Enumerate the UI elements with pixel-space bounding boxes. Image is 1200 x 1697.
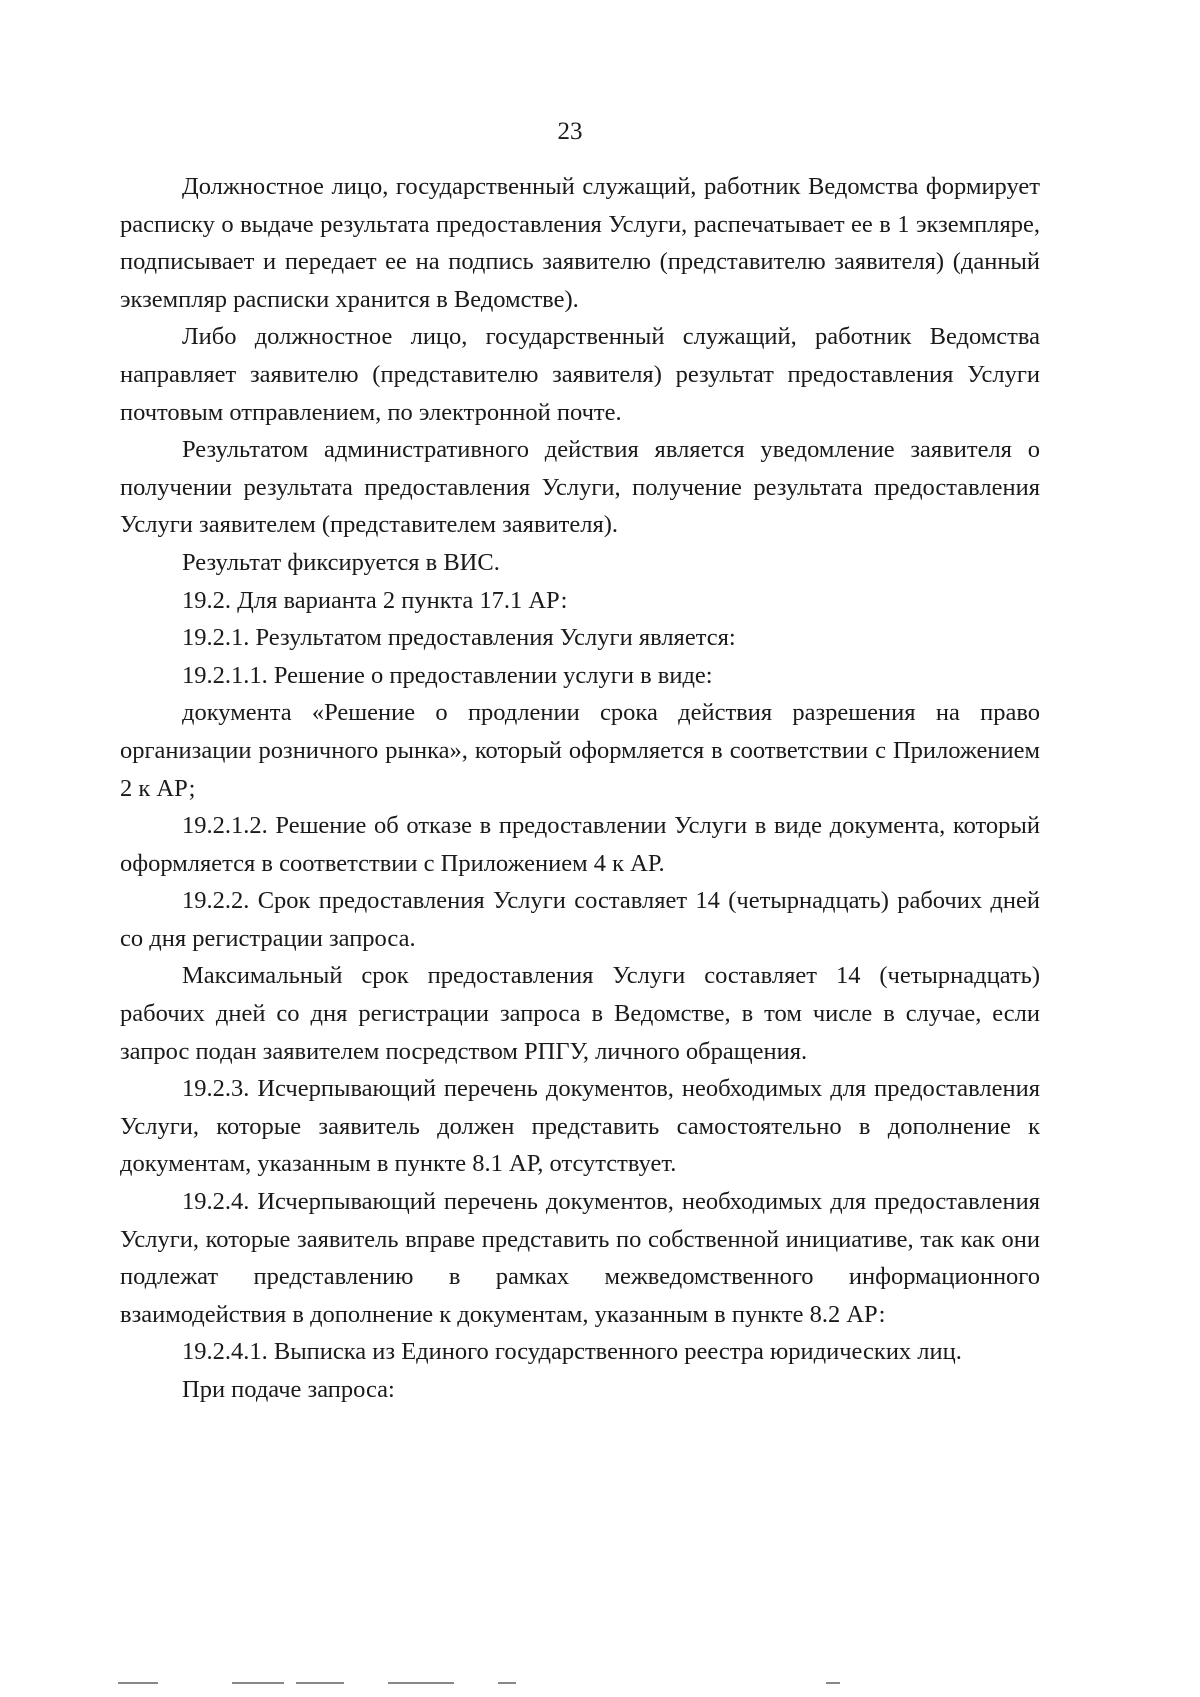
paragraph-result-sending: Либо должностное лицо, государственный служащий, работник Ведомства направляет заявителю (представителю заявителя) результат предоставления Услуги почтовым отправлением, по электронной почте. [120,323,1040,426]
paragraph-19-2-4: 19.2.4. Исчерпывающий перечень документов, необходимых для предоставления Услуги, которые заявитель вправе представить по собственной инициативе, так как они подлежат представлению в рамках межведомственного информационного взаимодействия в дополнение к документам, указанным в пункте 8.2 АР: [120,1188,1040,1328]
scan-mark [296,1682,344,1684]
paragraph-receipt-formation: Должностное лицо, государственный служащий, работник Ведомства формирует расписку о выдаче результата предоставления Услуги, распечатывает ее в 1 экземпляре, подписывает и передает ее на подпись заявителю (представителю заявителя) (данный экземпляр расписки хранится в Ведомстве). [120,173,1040,313]
scan-mark [118,1682,158,1684]
paragraph-on-request: При подаче запроса: [182,1376,395,1403]
document-body [120,168,1040,1409]
paragraph-19-2-2: 19.2.2. Срок предоставления Услуги составляет 14 (четырнадцать) рабочих дней со дня регистрации запроса. [120,887,1040,952]
paragraph-19-2: 19.2. Для варианта 2 пункта 17.1 АР: [182,586,568,614]
scan-mark [232,1682,284,1684]
paragraph-19-2-1-1: 19.2.1.1. Решение о предоставлении услуги в виде: [182,661,713,689]
scan-mark [826,1682,840,1684]
paragraph-action-result: Результатом административного действия является уведомление заявителя о получении результата предоставления Услуги, получение результата предоставления Услуги заявителем (представителем заявителя). [120,436,1040,539]
paragraph-max-term: Максимальный срок предоставления Услуги составляет 14 (четырнадцать) рабочих дней со дня регистрации запроса в Ведомстве, в том числе в случае, если запрос подан заявителем посредством РПГУ, личного обращения. [120,962,1040,1065]
paragraph-19-2-3: 19.2.3. Исчерпывающий перечень документов, необходимых для предоставления Услуги, которые заявитель должен представить самостоятельно в дополнение к документам, указанным в пункте 8.1 АР, отсутствует. [120,1075,1040,1178]
scan-mark [498,1682,516,1684]
scan-edge-marks [0,1678,1200,1688]
paragraph-19-2-1: 19.2.1. Результатом предоставления Услуги является: [182,624,736,652]
paragraph-decision-document: документа «Решение о продлении срока действия разрешения на право организации розничного рынка», который оформляется в соответствии с Приложением 2 к АР; [120,699,1040,802]
paragraph-19-2-4-1: 19.2.4.1. Выписка из Единого государственного реестра юридических лиц. [182,1338,962,1366]
scan-mark [388,1682,454,1684]
page-number: 23 [557,118,583,145]
paragraph-19-2-1-2: 19.2.1.2. Решение об отказе в предоставлении Услуги в виде документа, который оформляется в соответствии с Приложением 4 к АР. [120,812,1040,877]
paragraph-result-recorded: Результат фиксируется в ВИС. [182,548,500,576]
